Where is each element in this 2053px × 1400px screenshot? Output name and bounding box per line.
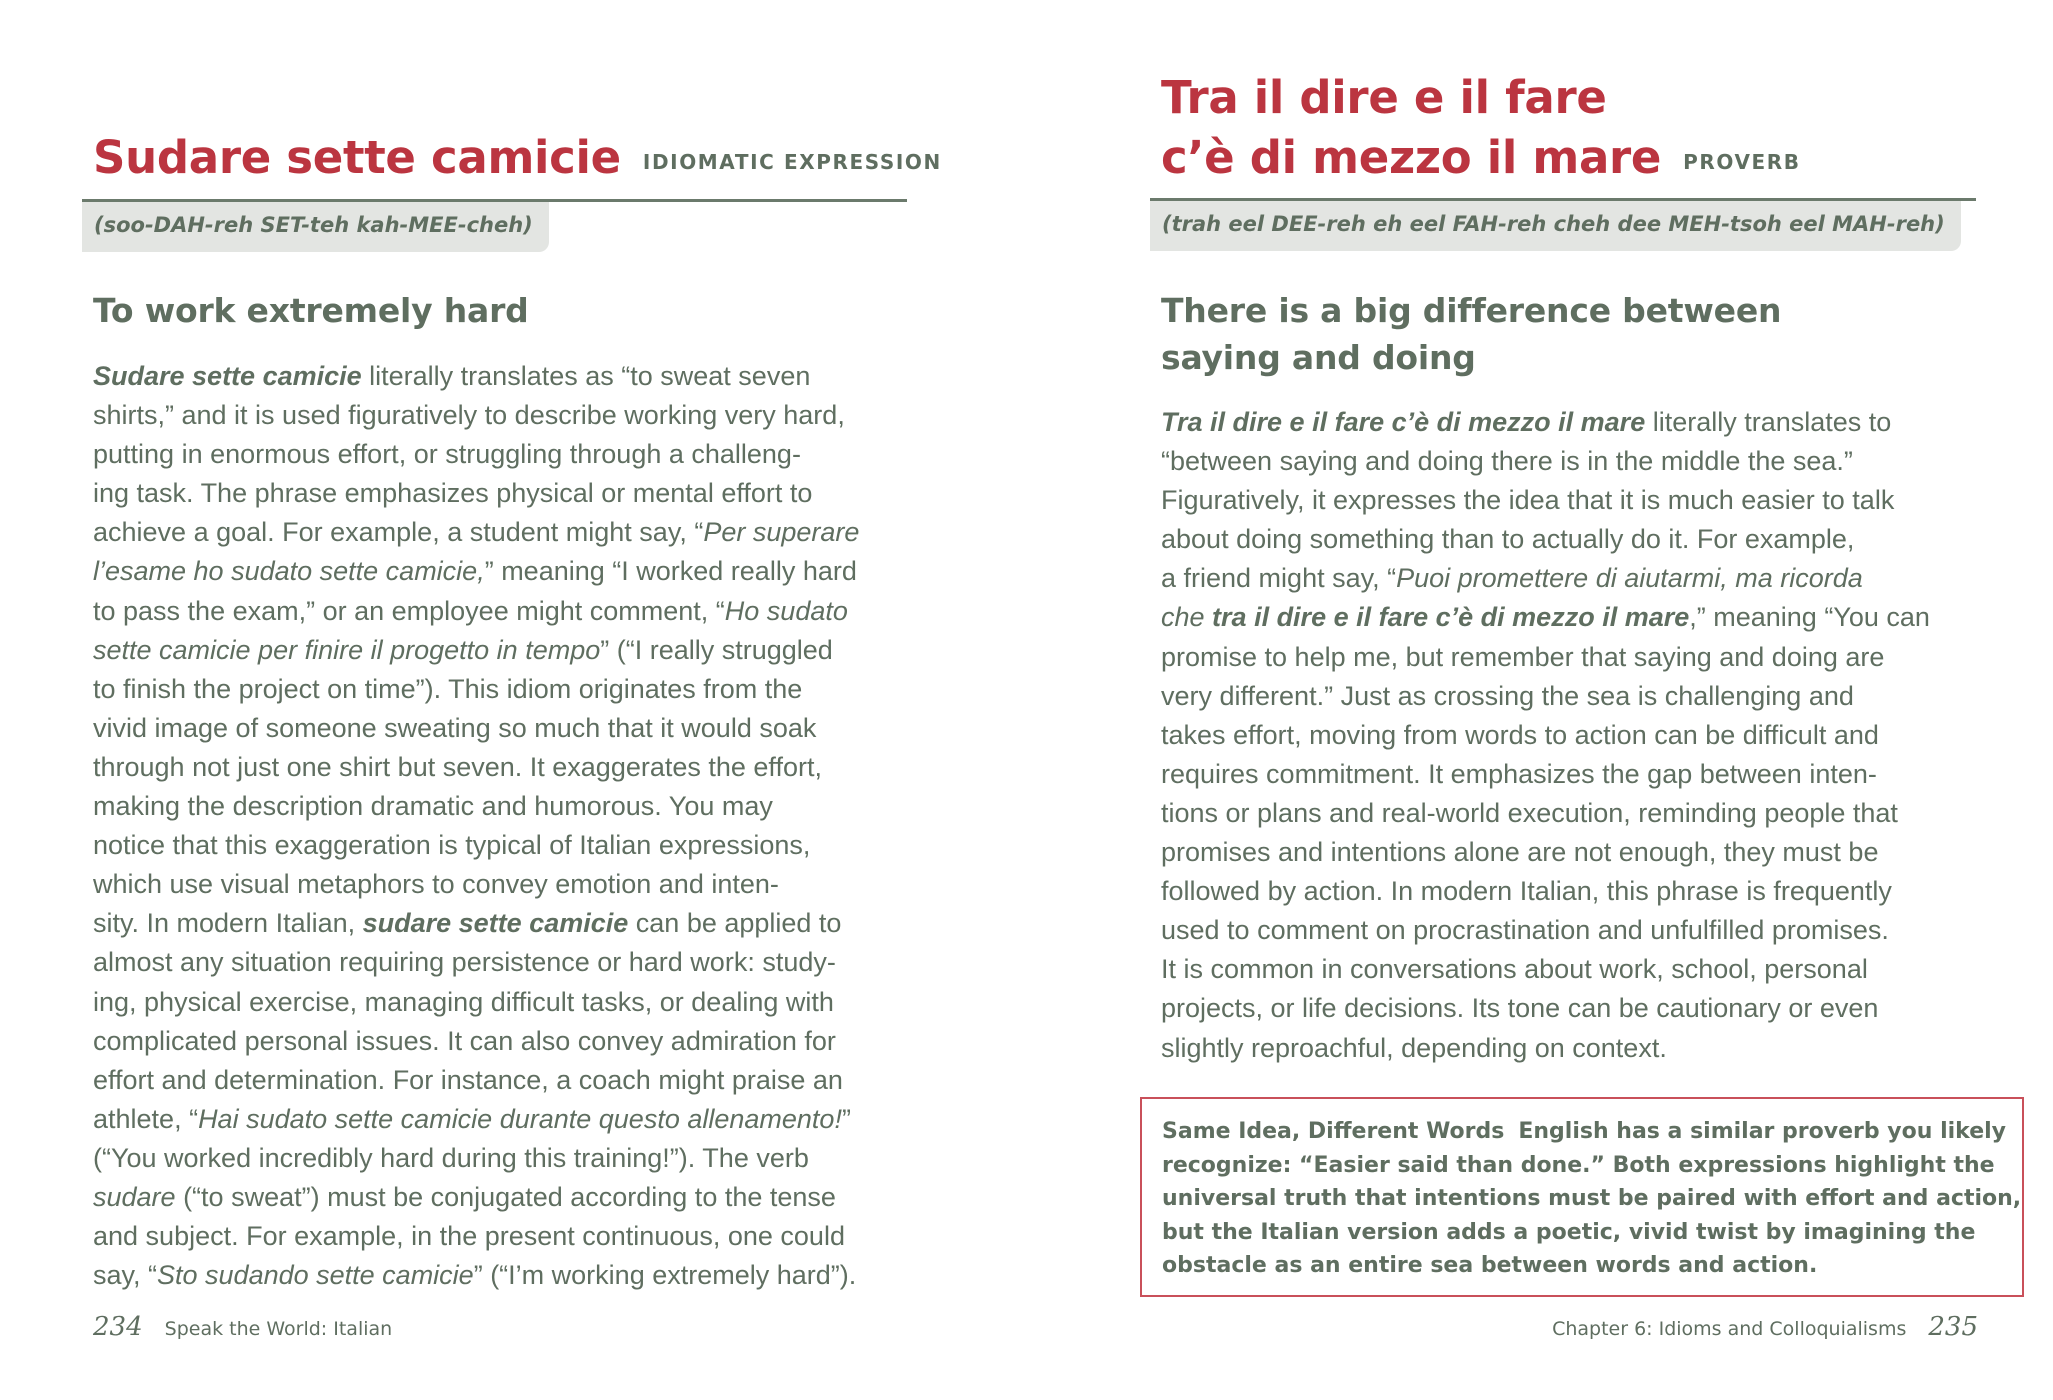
emphasis-text: sudare bbox=[93, 1181, 176, 1212]
body-text-run: literally translates to bbox=[1645, 407, 1892, 437]
body-text-run: Figuratively, it expresses the idea that it is much easier to talk bbox=[1161, 485, 1895, 516]
body-text-run: which use visual metaphors to convey emotion and inten- bbox=[93, 869, 779, 900]
body-line bbox=[1161, 794, 1930, 833]
body-line bbox=[1161, 716, 1930, 755]
body-line bbox=[93, 787, 859, 826]
body-text-run: takes effort, moving from words to action can be difficult and bbox=[1161, 719, 1879, 750]
body-line bbox=[1161, 1029, 1930, 1068]
body-text-run: ing, physical exercise, managing difficult tasks, or dealing with bbox=[93, 986, 834, 1017]
body-line bbox=[93, 670, 859, 709]
body-line bbox=[93, 1100, 859, 1139]
callout-line-2: recognize: “Easier said than done.” Both expressions highlight the bbox=[1162, 1152, 1995, 1178]
emphasis-text: Sto sudando sette camicie bbox=[157, 1260, 474, 1291]
body-line bbox=[93, 513, 859, 552]
body-text-run: vivid image of someone sweating so much that it would soak bbox=[93, 712, 817, 743]
body-text-run: effort and determination. For instance, a coach might praise an bbox=[93, 1064, 843, 1095]
body-text-run: through not just one shirt but seven. It exaggerates the effort, bbox=[93, 751, 822, 782]
left-page bbox=[0, 0, 1026, 1400]
body-line bbox=[93, 709, 859, 748]
body-line bbox=[1161, 677, 1930, 716]
left-page-number: 234 bbox=[93, 1312, 143, 1342]
right-title-line-1: Tra il dire e il fare bbox=[1161, 71, 1607, 124]
body-text-run: It is common in conversations about work, school, personal bbox=[1161, 954, 1868, 985]
body-line bbox=[93, 1139, 859, 1178]
body-line bbox=[93, 1256, 859, 1295]
callout-line-3: universal truth that intentions must be paired with effort and action, bbox=[1162, 1186, 2022, 1211]
callout-box bbox=[1140, 1097, 2024, 1297]
body-text-run: athlete, “ bbox=[93, 1103, 199, 1134]
callout-heading: Same Idea, Different Words bbox=[1162, 1119, 1505, 1144]
body-text-run: about doing something than to actually do it. For example, bbox=[1161, 524, 1855, 555]
body-text-run: (“to sweat”) must be conjugated according to the tense bbox=[175, 1181, 836, 1212]
body-text-run: and subject. For example, in the present continuous, one could bbox=[93, 1221, 845, 1252]
body-line bbox=[93, 631, 859, 670]
body-text-run: achieve a goal. For example, a student might say, “ bbox=[93, 517, 704, 548]
emphasis-text: l’esame ho sudato sette camicie, bbox=[93, 556, 485, 587]
body-line bbox=[1161, 755, 1930, 794]
emphasis-text: sette camicie per finire il progetto in tempo bbox=[93, 634, 601, 665]
body-line bbox=[1161, 481, 1930, 520]
body-text-run: used to comment on procrastination and unfulfilled promises. bbox=[1161, 915, 1889, 946]
left-body bbox=[93, 357, 859, 1295]
body-text-run: putting in enormous effort, or struggling through a challeng- bbox=[93, 439, 801, 470]
body-line bbox=[93, 474, 859, 513]
body-text-run: making the description dramatic and humorous. You may bbox=[93, 791, 773, 822]
left-title-text: Sudare sette camicie bbox=[93, 131, 621, 184]
right-meaning-line-2: saying and doing bbox=[1161, 338, 1476, 377]
right-meaning bbox=[1161, 287, 1781, 381]
emphasis-text: che bbox=[1161, 602, 1213, 633]
body-line bbox=[93, 1061, 859, 1100]
left-book-title: Speak the World: Italian bbox=[164, 1318, 393, 1340]
callout-line-4: but the Italian version adds a poetic, vivid twist by imagining the bbox=[1162, 1219, 1976, 1245]
body-line bbox=[1161, 403, 1930, 442]
body-line bbox=[1161, 911, 1930, 950]
left-footer bbox=[93, 1312, 392, 1342]
body-text-run: a friend might say, “ bbox=[1161, 563, 1397, 594]
body-text-run: (“You worked incredibly hard during this training!”). The verb bbox=[93, 1142, 809, 1173]
body-text-run: projects, or life decisions. Its tone can be cautionary or even bbox=[1161, 993, 1879, 1024]
callout-line-5: obstacle as an entire sea between words and action. bbox=[1162, 1253, 1818, 1278]
body-text-run: tions or plans and real-world execution, reminding people that bbox=[1161, 797, 1898, 828]
left-meaning: To work extremely hard bbox=[93, 291, 529, 330]
body-line bbox=[93, 748, 859, 787]
right-page bbox=[1026, 0, 2053, 1400]
left-heading bbox=[93, 128, 942, 192]
body-line bbox=[93, 435, 859, 474]
body-text-run: promises and intentions alone are not enough, they must be bbox=[1161, 837, 1879, 868]
left-tag: IDIOMATIC EXPRESSION bbox=[642, 150, 942, 174]
body-text-run: to pass the exam,” or an employee might comment, “ bbox=[93, 595, 725, 626]
right-footer bbox=[1552, 1312, 1978, 1342]
right-page-number: 235 bbox=[1928, 1312, 1978, 1342]
body-text-run: slightly reproachful, depending on context. bbox=[1161, 1032, 1667, 1063]
body-text-run: ” bbox=[841, 1103, 851, 1134]
body-text-run: very different.” Just as crossing the sea is challenging and bbox=[1161, 680, 1854, 711]
emphasis-text: tra il dire e il fare c’è di mezzo il mare bbox=[1212, 602, 1690, 633]
right-pronunciation: (trah eel DEE-reh eh eel FAH-reh cheh dee MEH-tsoh eel MAH-reh) bbox=[1150, 201, 1961, 251]
body-text-run: shirts,” and it is used figuratively to describe working very hard, bbox=[93, 400, 845, 431]
body-line bbox=[93, 592, 859, 631]
body-line bbox=[1161, 598, 1930, 637]
body-line bbox=[1161, 638, 1930, 677]
body-text-run: can be applied to bbox=[628, 908, 842, 939]
right-meaning-line-1: There is a big difference between bbox=[1161, 291, 1782, 330]
emphasis-text: Per superare bbox=[703, 517, 860, 548]
body-text-run: ” meaning “I worked really hard bbox=[484, 556, 857, 587]
body-line bbox=[1161, 950, 1930, 989]
body-text-run: say, “ bbox=[93, 1260, 158, 1291]
body-line bbox=[93, 396, 859, 435]
callout-line-1: English has a similar proverb you likely bbox=[1518, 1119, 2006, 1144]
body-text-run: to finish the project on time”). This idiom originates from the bbox=[93, 673, 803, 704]
body-text-run: almost any situation requiring persistence or hard work: study- bbox=[93, 947, 836, 978]
callout-text bbox=[1162, 1115, 2022, 1283]
body-text-run: ” (“I really struggled bbox=[600, 634, 833, 665]
body-line bbox=[1161, 520, 1930, 559]
body-line bbox=[1161, 872, 1930, 911]
emphasis-text: Hai sudato sette camicie durante questo allenamento! bbox=[198, 1103, 842, 1134]
body-line bbox=[1161, 833, 1930, 872]
emphasis-text: Tra il dire e il fare c’è di mezzo il mare bbox=[1161, 407, 1646, 437]
body-text-run: requires commitment. It emphasizes the gap between inten- bbox=[1161, 758, 1877, 789]
body-text-run: ,” meaning “You can bbox=[1689, 602, 1930, 633]
emphasis-text: Sudare sette camicie bbox=[93, 361, 362, 391]
body-line bbox=[93, 904, 859, 943]
body-line bbox=[1161, 989, 1930, 1028]
body-line bbox=[93, 865, 859, 904]
emphasis-text: Ho sudato bbox=[724, 595, 848, 626]
emphasis-text: Puoi promettere di aiutarmi, ma ricorda bbox=[1396, 563, 1863, 594]
body-text-run: “between saying and doing there is in the middle the sea.” bbox=[1161, 446, 1853, 477]
body-line bbox=[93, 826, 859, 865]
body-line bbox=[93, 1178, 859, 1217]
right-title-line-2-text: c’è di mezzo il mare bbox=[1161, 131, 1662, 184]
right-body bbox=[1161, 403, 1930, 1068]
body-line bbox=[93, 357, 859, 396]
left-pronunciation: (soo-DAH-reh SET-teh kah-MEE-cheh) bbox=[82, 202, 549, 252]
right-tag: PROVERB bbox=[1683, 150, 1801, 174]
body-text-run: notice that this exaggeration is typical of Italian expressions, bbox=[93, 830, 811, 861]
emphasis-text: sudare sette camicie bbox=[362, 908, 629, 939]
body-text-run: followed by action. In modern Italian, this phrase is frequently bbox=[1161, 876, 1892, 907]
body-text-run: promise to help me, but remember that saying and doing are bbox=[1161, 641, 1885, 672]
body-text-run: ” (“I’m working extremely hard”). bbox=[473, 1260, 857, 1291]
body-line bbox=[1161, 559, 1930, 598]
body-line bbox=[93, 943, 859, 982]
body-line bbox=[93, 983, 859, 1022]
left-title bbox=[93, 128, 942, 192]
body-line bbox=[93, 552, 859, 591]
body-text-run: complicated personal issues. It can also convey admiration for bbox=[93, 1025, 836, 1056]
right-heading bbox=[1161, 68, 1801, 192]
body-text-run: literally translates as “to sweat seven bbox=[361, 361, 811, 391]
right-title-line-2 bbox=[1161, 128, 1801, 192]
body-line bbox=[1161, 442, 1930, 481]
body-line bbox=[93, 1217, 859, 1256]
body-text-run: sity. In modern Italian, bbox=[93, 908, 363, 939]
right-chapter-title: Chapter 6: Idioms and Colloquialisms bbox=[1552, 1318, 1907, 1340]
body-line bbox=[93, 1022, 859, 1061]
body-text-run: ing task. The phrase emphasizes physical or mental effort to bbox=[93, 478, 813, 509]
